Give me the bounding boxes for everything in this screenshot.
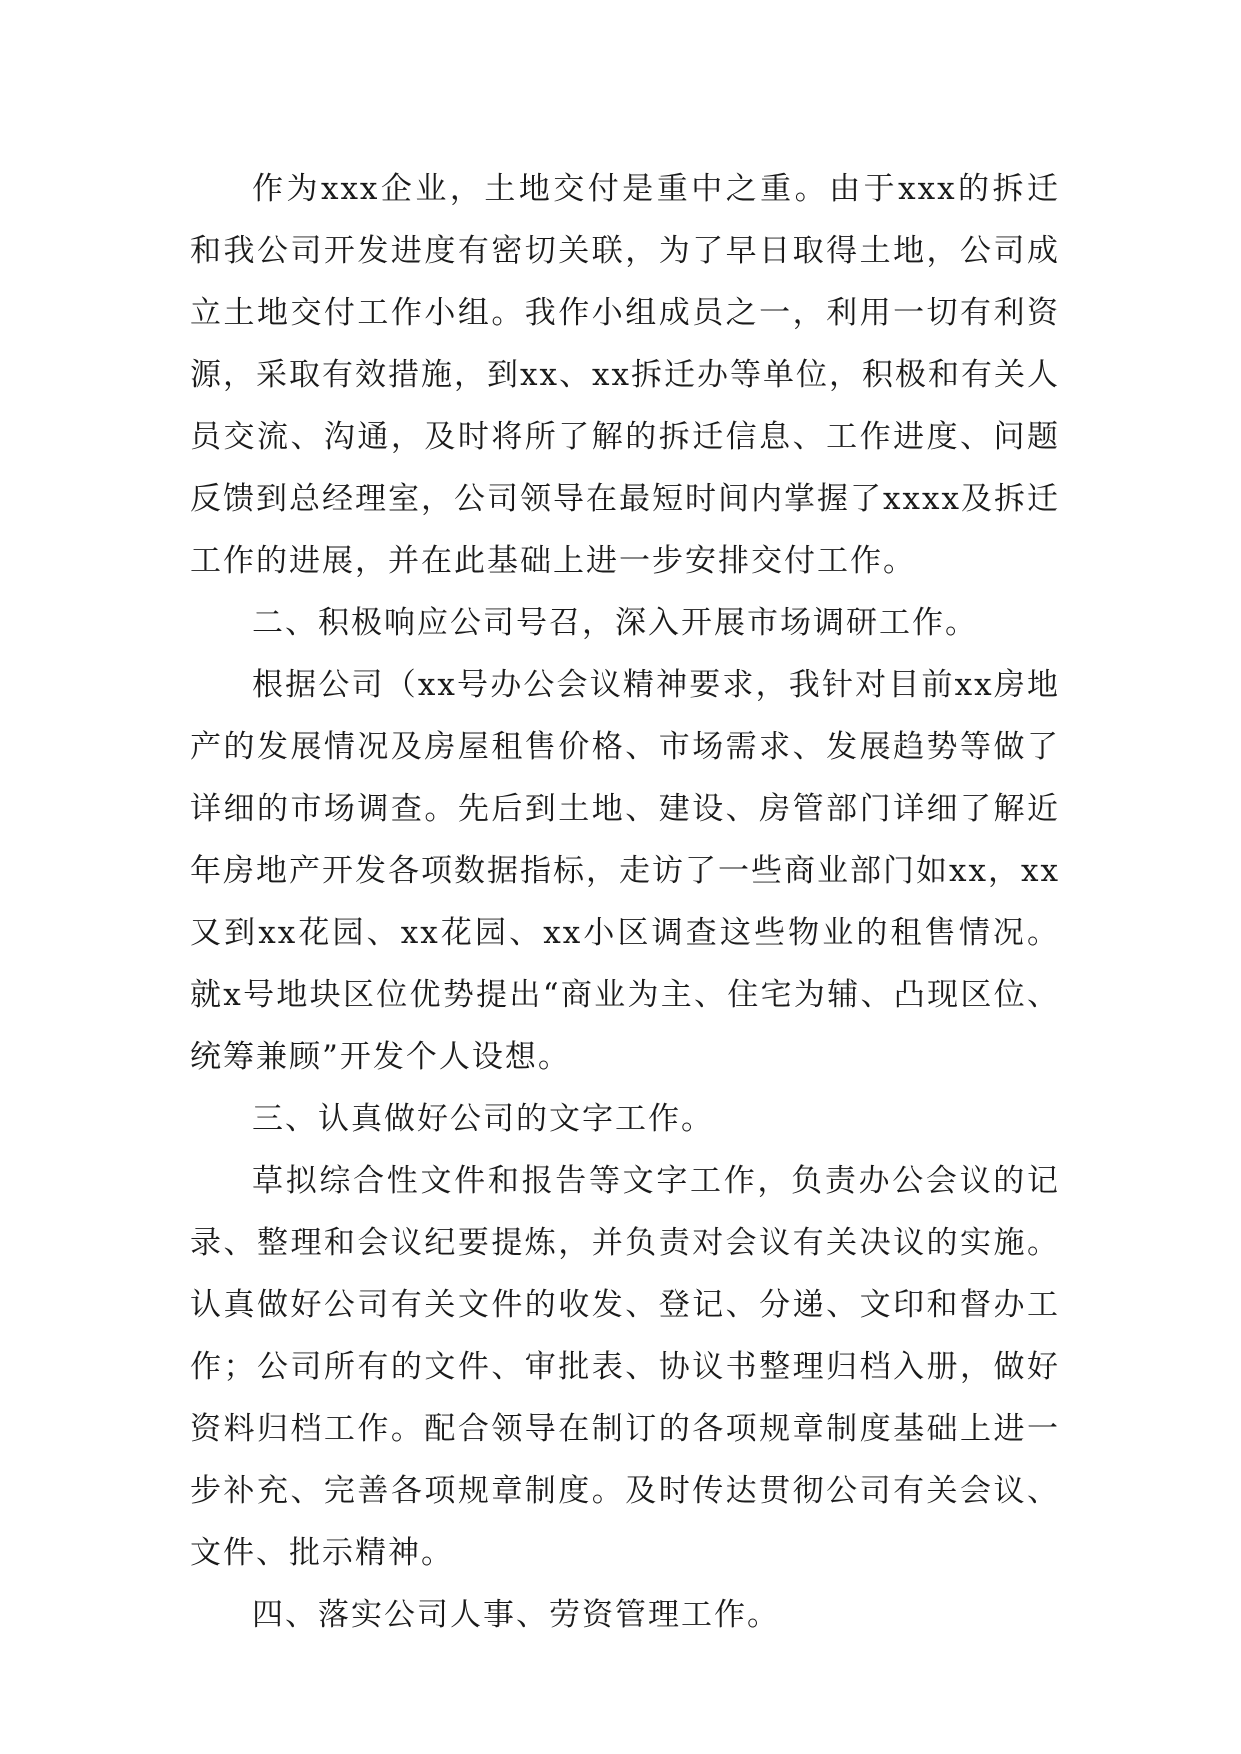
paragraph-market-research: 根据公司（xx号办公会议精神要求，我针对目前xx房地产的发展情况及房屋租售价格、市场需求、发展趋势等做了详细的市场调查。先后到土地、建设、房管部门详细了解近年房地产开发各项数据指标，走访了一些商业部门如xx，xx又到xx花园、xx花园、xx小区调查这些物业的租售情况。就x号地块区位优势提出“商业为主、住宅为辅、凸现区位、统筹兼顾”开发个人设想。 <box>190 667 1060 1075</box>
document-body <box>190 158 1060 1646</box>
paragraph-land-delivery: 作为xxx企业，土地交付是重中之重。由于xxx的拆迁和我公司开发进度有密切关联，为了早日取得土地，公司成立土地交付工作小组。我作小组成员之一，利用一切有利资源，采取有效措施，到xx、xx拆迁办等单位，积极和有关人员交流、沟通，及时将所了解的拆迁信息、工作进度、问题反馈到总经理室，公司领导在最短时间内掌握了xxxx及拆迁工作的进展，并在此基础上进一步安排交付工作。 <box>190 171 1060 579</box>
heading-market-research: 二、积极响应公司号召，深入开展市场调研工作。 <box>252 605 978 641</box>
heading-text-work: 三、认真做好公司的文字工作。 <box>252 1101 714 1137</box>
heading-personnel-management: 四、落实公司人事、劳资管理工作。 <box>252 1597 780 1633</box>
paragraph-text-work: 草拟综合性文件和报告等文字工作，负责办公会议的记录、整理和会议纪要提炼，并负责对会议有关决议的实施。认真做好公司有关文件的收发、登记、分递、文印和督办工作；公司所有的文件、审批表、协议书整理归档入册，做好资料归档工作。配合领导在制订的各项规章制度基础上进一步补充、完善各项规章制度。及时传达贯彻公司有关会议、文件、批示精神。 <box>190 1163 1060 1571</box>
